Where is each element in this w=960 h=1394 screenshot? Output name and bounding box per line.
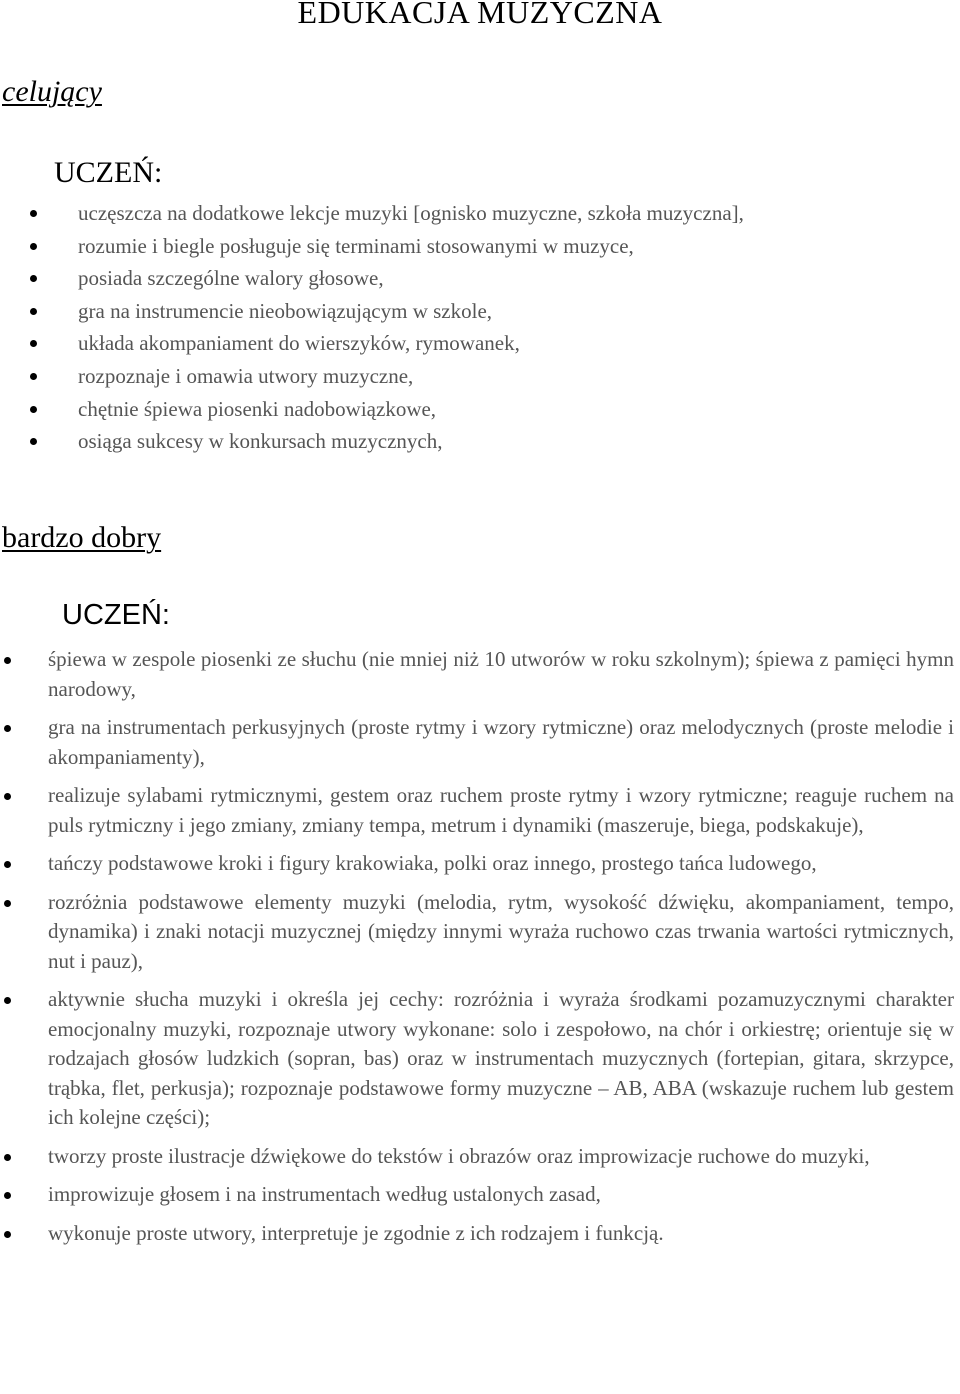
list-item <box>0 713 954 772</box>
list-item-text: realizuje sylabami rytmicznymi, gestem oraz ruchem proste rytmy i wzory rytmiczne; reaguje ruchem na puls rytmiczny i jego zmiany, zmiany tempa, metrum i dynamiki (maszeruje, biega, podskakuje), <box>48 783 954 837</box>
list-item <box>0 230 960 263</box>
list-item-text: śpiewa w zespole piosenki ze słuchu (nie mniej niż 10 utworów w roku szkolnym); śpiewa z pamięci hymn narodowy, <box>48 647 954 701</box>
list-item-text: gra na instrumentach perkusyjnych (proste rytmy i wzory rytmiczne) oraz melodycznych (proste melodie i akompaniamenty), <box>48 715 954 769</box>
list-item <box>0 1142 954 1172</box>
bullet-icon <box>30 308 37 315</box>
list-item-text: posiada szczególne walory głosowe, <box>78 266 384 291</box>
list-item <box>0 849 954 879</box>
list-item <box>0 1219 954 1249</box>
list-item-text: rozpoznaje i omawia utwory muzyczne, <box>78 363 414 388</box>
list-item-text: aktywnie słucha muzyki i określa jej cechy: rozróżnia i wyraża środkami pozamuzycznymi charakter emocjonalny muzyki, rozpoznaje utwory wykonane: solo i zespołowo, na chór i orkiestrę; orientuje się w rodzajach głosów ludzkich (sopran, bas) oraz w instrumentach muzycznych (fortepian, gitara, skrzypce, trąbka, flet, perkusja); rozpoznaje podstawowe formy muzyczne – AB, ABA (wskazuje ruchem lub gestem ich kolejne części); <box>48 987 954 1129</box>
list-item <box>0 197 960 230</box>
list-item <box>0 262 960 295</box>
list-item-text: tańczy podstawowe kroki i figury krakowiaka, polki oraz innego, prostego tańca ludowego, <box>48 851 817 875</box>
bullet-icon <box>30 275 37 282</box>
bullet-icon <box>30 340 37 347</box>
bullet-icon <box>4 900 11 907</box>
bullet-icon <box>4 1154 11 1161</box>
bullet-icon <box>30 438 37 445</box>
bullet-icon <box>30 373 37 380</box>
bullet-icon <box>4 793 11 800</box>
list-item <box>0 393 960 426</box>
list-item <box>0 645 954 704</box>
bullet-icon <box>4 1231 11 1238</box>
list-item-text: uczęszcza na dodatkowe lekcje muzyki [ognisko muzyczne, szkoła muzyczna], <box>78 201 744 225</box>
list-item-text: tworzy proste ilustracje dźwiękowe do tekstów i obrazów oraz improwizacje ruchowe do muzyki, <box>48 1143 870 1168</box>
list-item <box>0 781 954 840</box>
bullet-icon <box>4 1192 11 1199</box>
student-heading: UCZEŃ: <box>62 599 170 631</box>
student-heading: UCZEŃ: <box>54 156 163 189</box>
bullet-icon <box>30 210 37 217</box>
grade-heading-celujacy: celujący <box>2 75 102 108</box>
requirements-list-bardzo-dobry <box>0 645 954 1257</box>
list-item <box>0 295 960 328</box>
list-item <box>0 1180 954 1210</box>
list-item <box>0 327 960 360</box>
list-item-text: układa akompaniament do wierszyków, rymowanek, <box>78 331 520 356</box>
requirements-list-celujacy <box>0 197 960 458</box>
list-item <box>0 425 960 458</box>
bullet-icon <box>30 243 37 250</box>
list-item-text: rozumie i biegle posługuje się terminami stosowanymi w muzyce, <box>78 233 634 258</box>
list-item-text: wykonuje proste utwory, interpretuje je zgodnie z ich rodzajem i funkcją. <box>48 1220 664 1245</box>
list-item-text: chętnie śpiewa piosenki nadobowiązkowe, <box>78 396 437 421</box>
list-item-text: rozróżnia podstawowe elementy muzyki (melodia, rytm, wysokość dźwięku, akompaniament, tempo, dynamika) i znaki notacji muzycznej (między innymi wyraża ruchowo czas trwania wartości rytmicznych, nut i pauz), <box>48 889 954 973</box>
bullet-icon <box>4 657 11 664</box>
page-title: EDUKACJA MUZYCZNA <box>297 0 663 30</box>
bullet-icon <box>30 406 37 413</box>
list-item-text: improwizuje głosem i na instrumentach według ustalonych zasad, <box>48 1182 601 1206</box>
grade-heading-bardzo-dobry: bardzo dobry <box>2 521 162 554</box>
list-item <box>0 985 954 1133</box>
list-item <box>0 888 954 977</box>
list-item-text: osiąga sukcesy w konkursach muzycznych, <box>78 429 443 454</box>
list-item <box>0 360 960 393</box>
bullet-icon <box>4 997 11 1004</box>
bullet-icon <box>4 725 11 732</box>
bullet-icon <box>4 861 11 868</box>
list-item-text: gra na instrumencie nieobowiązującym w szkole, <box>78 298 493 323</box>
